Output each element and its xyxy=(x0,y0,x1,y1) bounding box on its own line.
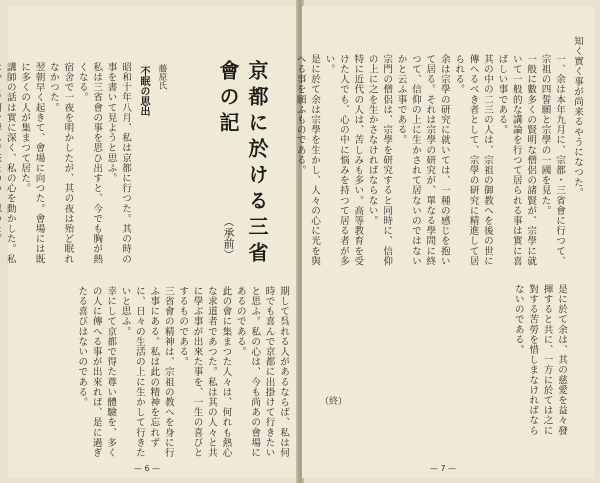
title-suffix: （承前） xyxy=(222,216,235,260)
author-name: 藤原氏 xyxy=(157,64,167,90)
left-page-number: — 6 — xyxy=(134,464,161,473)
section-subhead: 不眠の思出 xyxy=(138,66,149,116)
right-closing-note: 是に於て余は、其の慈愛を益々發揮すると共に、一方に於ては之に對する苦勞を惜しまなければならないのである。 xyxy=(512,284,567,436)
article-title: 京都に於ける三省會の記 xyxy=(216,60,269,268)
right-body: 一、余は本年九月に、宗都・三省會に行つて、宗祖の四誓願と宗學の一國を見た。 一般に數多くの賢明な僧侶の諸賢が、宗學に就いて一般的な講論を行つて居られる事は實に喜ばしい事である。 其の中の二三の人は、宗祖の御教へを後の世に傳へるべき者として、宗學の研究に精進して居られる。 余は宗學の研究に就いては、一種の感じを抱いて居る。それは宗學の研究が、單なる學問に終つて、信仰の上に生かされて居ないのではないかと云ふ事である。 宗門の僧侶は、宗學を研究すると同時に、信仰の上に之を生かさなければならない。 特に近代の人は、苦しみも多い。高等教育を受けた人でも、心の中に悩みを持つて居る者が多い。 是に於て余は宗學を生かし、人々の心に光を與へる事を願ふものである。 xyxy=(294,54,565,267)
end-mark: （終） xyxy=(320,397,348,407)
left-upper-body: 昭和十年八月、私は京都に行つた。其の時の事を書いて見ようと思ふ。 私は三省會の事を思ひ出すと、今でも胸が熱くなる。 宿舍で一夜を明かしたが、其の夜は殆ど眠れなかつた。 翌朝早く起きて、會場に向つた。會場には既に多くの人が集まつて居た。 講師の話は實に深く、私の心を動かした。私 xyxy=(4,62,131,264)
right-page-number: — 7 — xyxy=(430,464,457,473)
right-top-line: 知く實く事が尚来るやうになつた。 xyxy=(572,36,583,198)
left-lower-body: 期して呉れる人があるならば、私は何時でも喜んで京都に出掛けて行きたいと思ふ。私の心は、今も尚あの會場にあるのである。 此の會に集まつた人々は、何れも熱心な求道者であつた。私は其の人々と共に學ぶ事が出來た事を、一生の喜びとするものである。 三省會の精神は、宗祖の教へを身に行ふ事にある。私は此の精神を忘れずに、日々の生活の上に生かして行きたいと思ふ。 幸にして京都で得た尊い體驗を、多くの人に傳へる事が出來れば、是に過ぎたる喜びはないのである。 xyxy=(76,286,289,458)
left-page xyxy=(4,6,298,478)
right-page xyxy=(294,6,594,478)
